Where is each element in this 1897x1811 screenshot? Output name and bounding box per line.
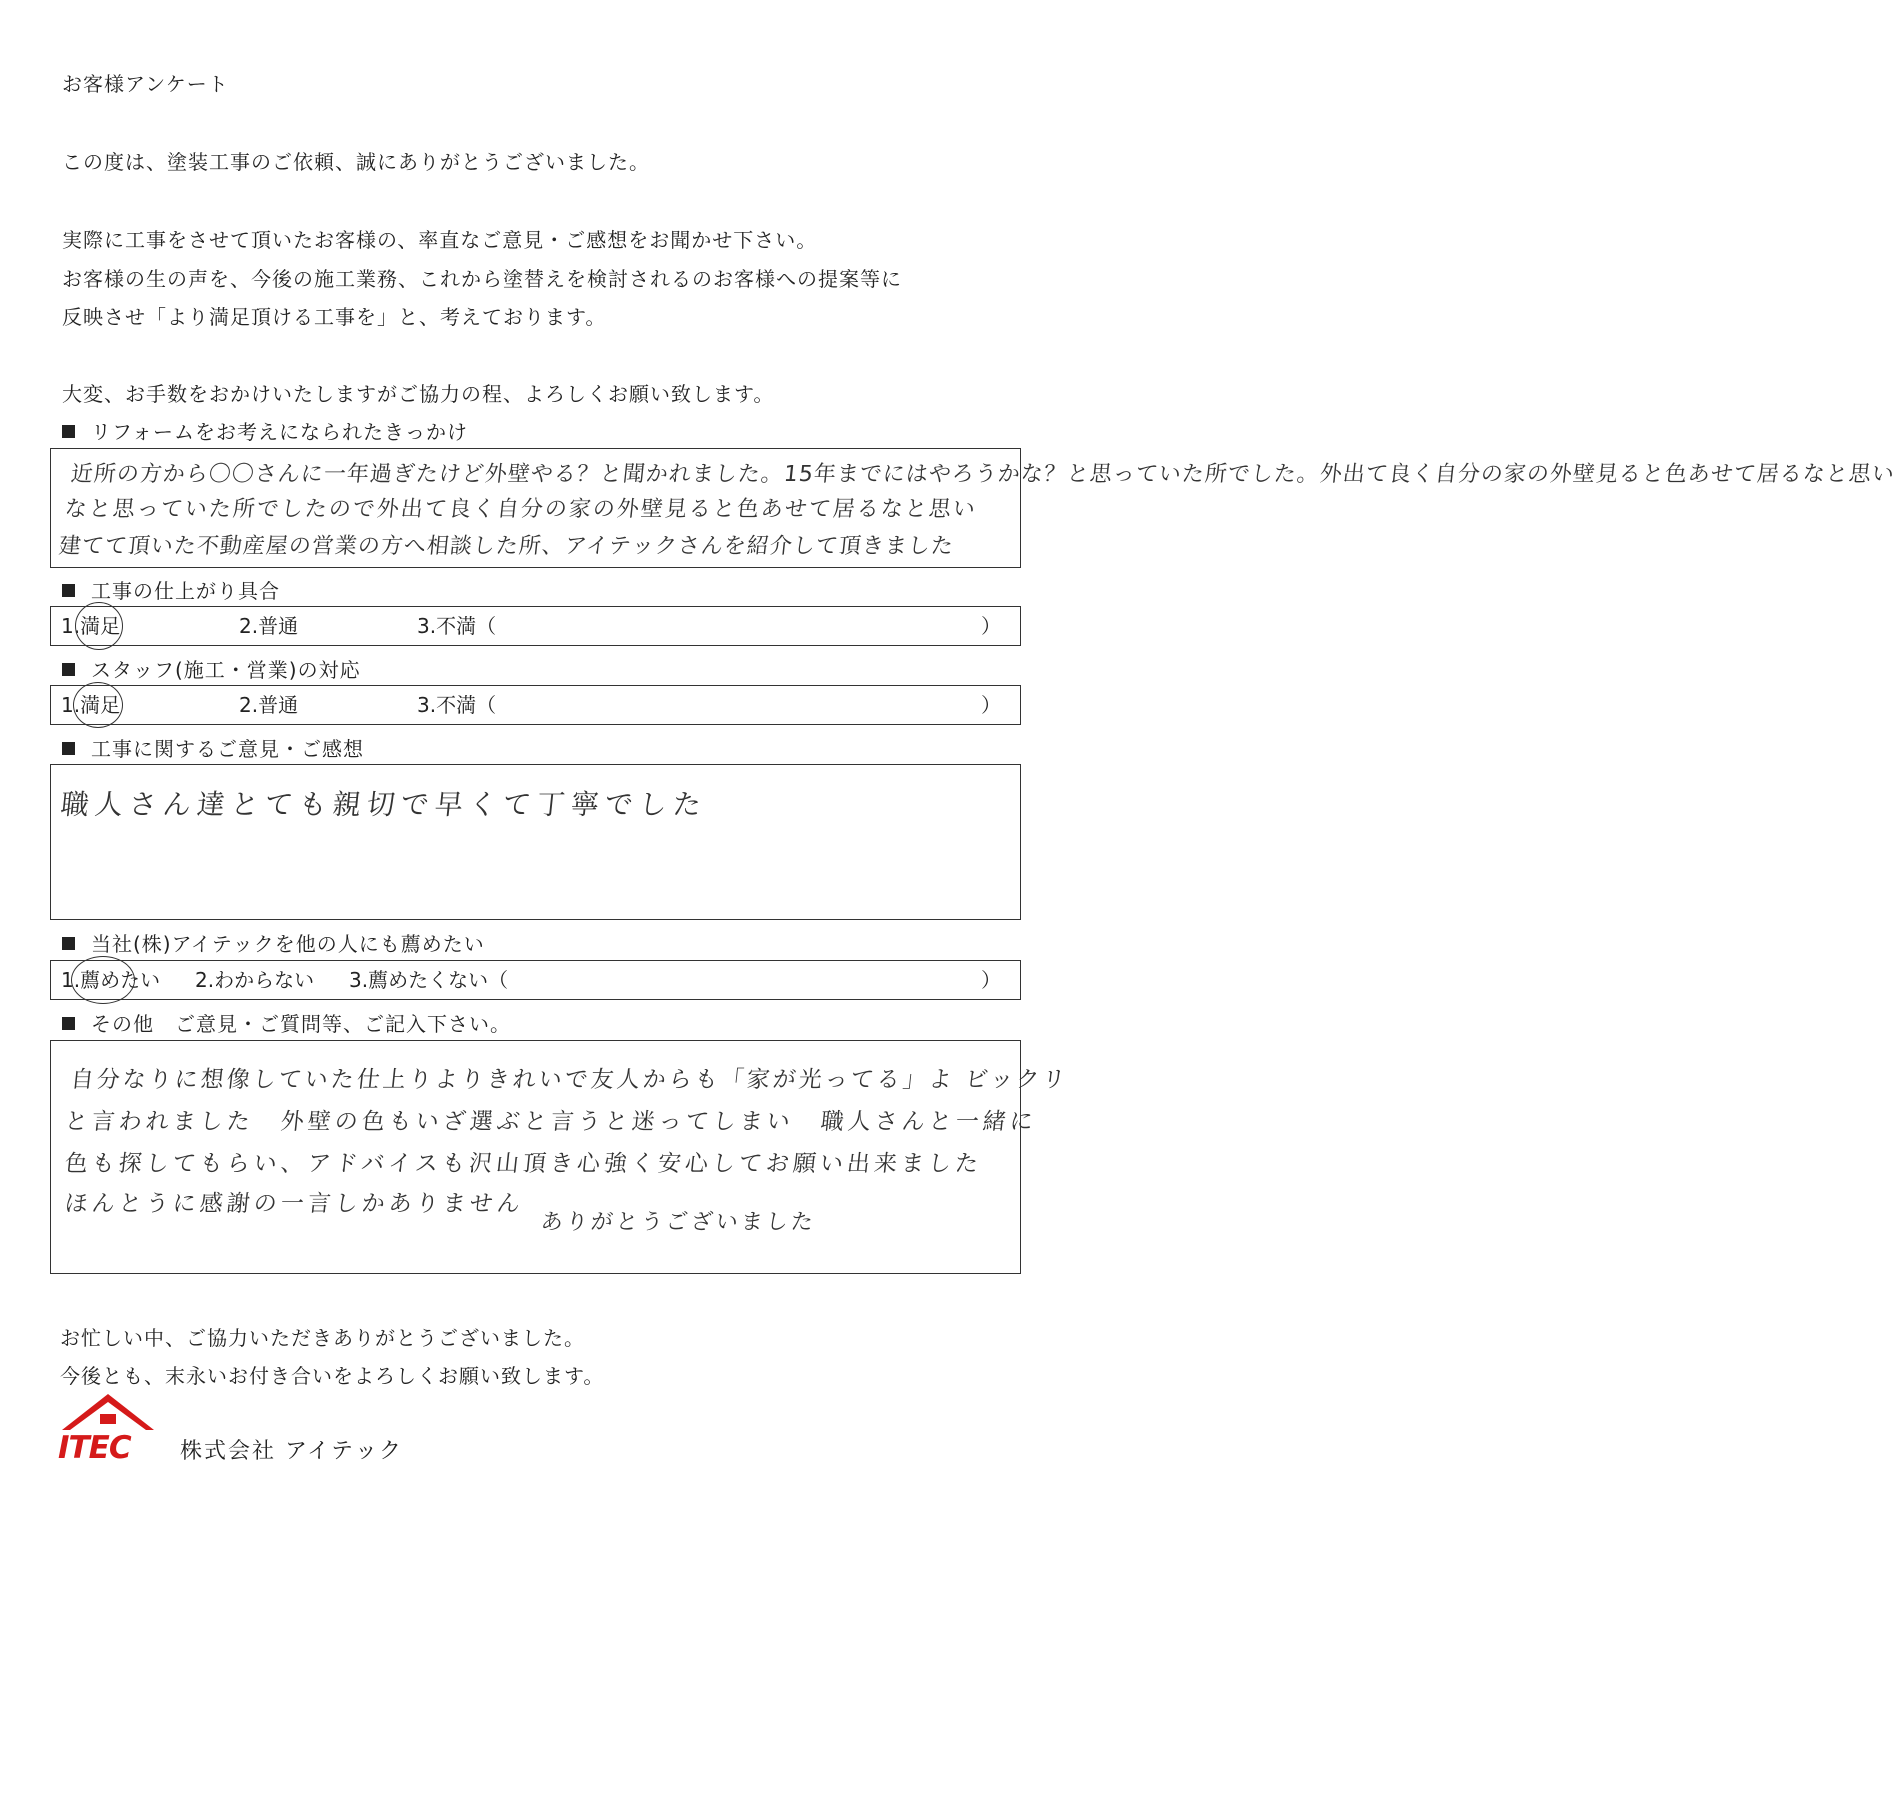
intro-thanks: この度は、塗装工事のご依頼、誠にありがとうございました。 (62, 150, 650, 174)
square-bullet-icon (62, 425, 75, 438)
reason-answer-line-1: 近所の方から〇〇さんに一年過ぎたけど外壁やる？と聞かれました。15年までにはやろうかな？と思っていた所でした。外出て良く自分の家の外壁見ると色あせて居るなと思い (69, 462, 1897, 487)
recommend-option-unsure[interactable]: 2.わからない (195, 968, 315, 992)
section-other-heading: その他 ご意見・ご質問等、ご記入下さい。 (62, 1008, 511, 1037)
recommend-option-close-paren: ） (981, 968, 1001, 992)
other-answer-line-5: ありがとうございました (539, 1210, 818, 1235)
intro-paragraph-4: 大変、お手数をおかけいたしますがご協力の程、よろしくお願い致します。 (62, 382, 775, 406)
finish-options-box (50, 606, 1021, 646)
reason-answer-box[interactable] (50, 448, 1897, 568)
other-answer-line-2: と言われました 外壁の色もいざ選ぶと言うと迷ってしまい 職人さんと一緒に (63, 1109, 1039, 1135)
staff-option-unsatisfied[interactable]: 3.不満（ (417, 693, 497, 717)
section-finish-heading: 工事の仕上がり具合 (62, 575, 280, 604)
opinion-answer-text: 職人さん達とても親切で早くて丁寧でした (59, 788, 709, 821)
section-recommend-heading: 当社(株)アイテックを他の人にも薦めたい (62, 928, 485, 957)
finish-option-normal[interactable]: 2.普通 (239, 614, 299, 638)
finish-option-close-paren: ） (981, 614, 1001, 638)
section-staff-heading: スタッフ(施工・営業)の対応 (62, 654, 361, 683)
company-logo-text: ITEC (58, 1430, 131, 1466)
company-name: 株式会社 アイテック (180, 1439, 404, 1464)
reason-answer-line-2: なと思っていた所でしたので外出て良く自分の家の外壁見ると色あせて居るなと思い (63, 497, 979, 522)
closing-line-1: お忙しい中、ご協力いただきありがとうございました。 (60, 1326, 585, 1350)
intro-paragraph-1: 実際に工事をさせて頂いたお客様の、率直なご意見・ご感想をお聞かせ下さい。 (62, 228, 818, 252)
intro-paragraph-3: 反映させ「より満足頂ける工事を」と、考えております。 (62, 305, 607, 329)
square-bullet-icon (62, 937, 75, 950)
staff-option-close-paren: ） (981, 693, 1001, 717)
staff-option-satisfied[interactable]: 1.満足 (61, 693, 121, 717)
section-opinion-heading: 工事に関するご意見・ご感想 (62, 733, 364, 762)
square-bullet-icon (62, 584, 75, 597)
other-answer-box[interactable] (50, 1040, 1070, 1274)
other-answer-line-4: ほんとうに感謝の一言しかありません (63, 1191, 526, 1217)
page-title: お客様アンケート (62, 72, 229, 96)
other-answer-line-1: 自分なりに想像していた仕上りよりきれいで友人からも「家が光ってる」よ ビックリ (69, 1067, 1070, 1093)
finish-option-satisfied[interactable]: 1.満足 (61, 614, 121, 638)
finish-option-unsatisfied[interactable]: 3.不満（ (417, 614, 497, 638)
staff-options-box (50, 685, 1021, 725)
staff-option-normal[interactable]: 2.普通 (239, 693, 299, 717)
staff-selection-circle (73, 682, 123, 728)
recommend-option-yes[interactable]: 1.薦めたい (61, 968, 161, 992)
intro-paragraph-2: お客様の生の声を、今後の施工業務、これから塗替えを検討されるのお客様への提案等に (62, 267, 902, 291)
recommend-options-box (50, 960, 1021, 1000)
finish-selection-circle (75, 602, 123, 650)
recommend-selection-circle (71, 956, 135, 1004)
square-bullet-icon (62, 663, 75, 676)
closing-line-2: 今後とも、末永いお付き合いをよろしくお願い致します。 (60, 1364, 605, 1388)
reason-answer-line-3: 建てて頂いた不動産屋の営業の方へ相談した所、アイテックさんを紹介して頂きました (57, 534, 956, 559)
other-answer-line-3: 色も探してもらい、アドバイスも沢山頂き心強く安心してお願い出来ました (63, 1151, 984, 1177)
recommend-option-no[interactable]: 3.薦めたくない（ (349, 968, 509, 992)
opinion-answer-box[interactable] (50, 764, 1021, 920)
square-bullet-icon (62, 1017, 75, 1030)
section-reason-heading: リフォームをお考えになられたきっかけ (62, 416, 468, 445)
square-bullet-icon (62, 742, 75, 755)
